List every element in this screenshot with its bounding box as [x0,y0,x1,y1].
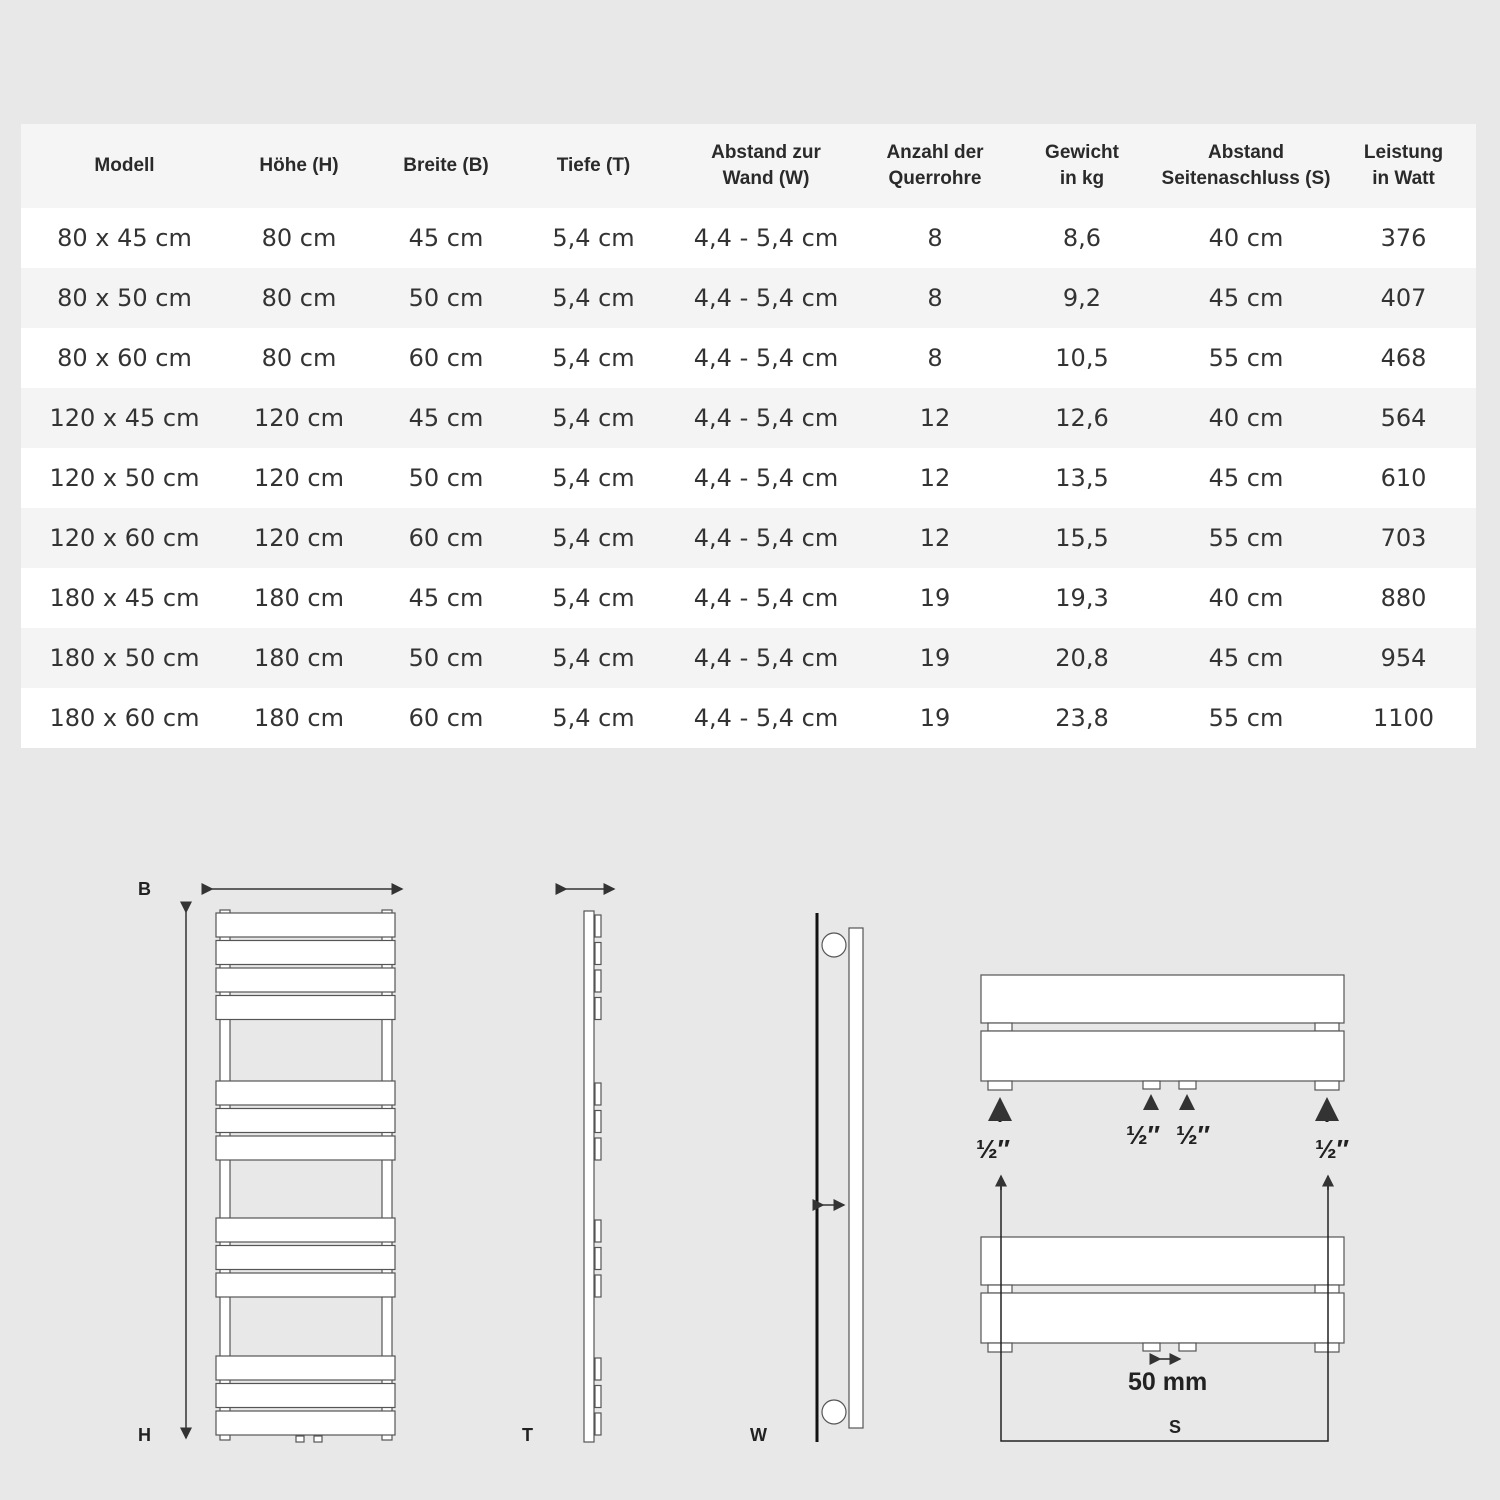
table-cell: 1100 [1372,704,1435,732]
table-cell: 80 x 50 cm [57,284,192,312]
table-cell: 4,4 - 5,4 cm [693,224,839,252]
table-cell: 45 cm [408,404,484,432]
table-cell: 60 cm [408,524,484,552]
table-cell: 40 cm [1208,584,1284,612]
connection-size-left: ½″ [976,1134,1011,1164]
table-cell: 45 cm [1208,644,1284,672]
table-cell: 60 cm [408,344,484,372]
table-cell: 5,4 cm [552,644,635,672]
table-cell: 55 cm [1208,524,1284,552]
table-cell: 120 cm [253,524,344,552]
table-cell: 5,4 cm [552,464,635,492]
table-cell: 5,4 cm [552,284,635,312]
table-cell: 80 cm [261,344,337,372]
table-cell: 50 cm [408,284,484,312]
label-breite: B [138,879,151,899]
table-cell: 5,4 cm [552,524,635,552]
label-hoehe: H [138,1425,151,1445]
table-cell: 180 cm [253,644,344,672]
table-cell: 120 cm [253,464,344,492]
table-cell: 180 x 60 cm [49,704,200,732]
table-cell: 5,4 cm [552,344,635,372]
connection-size-right: ½″ [1315,1134,1350,1164]
table-cell: 40 cm [1208,224,1284,252]
connection-distance: 50 mm [1128,1368,1208,1396]
connection-view-top [981,975,1344,1122]
table-cell: 4,4 - 5,4 cm [693,704,839,732]
table-cell: 468 [1380,344,1427,372]
table-cell: 19 [919,644,951,672]
table-cell: 55 cm [1208,704,1284,732]
table-cell: 4,4 - 5,4 cm [693,524,839,552]
table-cell: 4,4 - 5,4 cm [693,404,839,432]
table-row [21,628,1476,688]
table-cell: 4,4 - 5,4 cm [693,464,839,492]
table-header [21,124,1476,208]
table-cell: 4,4 - 5,4 cm [693,584,839,612]
table-cell: 19 [919,584,951,612]
table-cell: 12 [919,524,951,552]
table-cell: 954 [1380,644,1427,672]
table-cell: 50 cm [408,644,484,672]
table-cell: 8,6 [1062,224,1102,252]
table-row [21,388,1476,448]
table-cell: 5,4 cm [552,704,635,732]
wall-view [817,913,863,1442]
table-cell: 4,4 - 5,4 cm [693,644,839,672]
table-cell: 8 [927,284,943,312]
header-seitenanschluss: Abstand Seitenaschluss (S) [1161,142,1331,189]
table-cell: 40 cm [1208,404,1284,432]
dimension-diagram [0,860,1500,1480]
header-gewicht: Gewicht in kg [1045,142,1119,189]
table-cell: 120 cm [253,404,344,432]
header-hoehe: Höhe (H) [259,155,339,176]
spec-table [21,124,1476,748]
table-row [21,268,1476,328]
header-tiefe: Tiefe (T) [556,155,631,176]
table-cell: 564 [1380,404,1427,432]
table-cell: 180 x 50 cm [49,644,200,672]
table-cell: 376 [1380,224,1427,252]
table-cell: 45 cm [1208,284,1284,312]
table-cell: 5,4 cm [552,224,635,252]
technical-drawing [0,860,1500,1480]
table-cell: 45 cm [408,584,484,612]
table-cell: 180 cm [253,704,344,732]
table-cell: 4,4 - 5,4 cm [693,344,839,372]
front-view [186,889,402,1442]
table-cell: 19 [919,704,951,732]
header-leistung: Leistung in Watt [1363,142,1444,189]
table-row [21,688,1476,748]
table-cell: 703 [1380,524,1427,552]
table-cell: 610 [1380,464,1427,492]
table-cell: 80 cm [261,284,337,312]
table-cell: 5,4 cm [552,584,635,612]
connection-view-bottom [981,1176,1344,1441]
label-wand: W [750,1425,767,1445]
table-cell: 12 [919,404,951,432]
table-cell: 80 cm [261,224,337,252]
table-cell: 120 x 50 cm [49,464,200,492]
table-cell: 880 [1380,584,1427,612]
label-tiefe: T [522,1425,533,1445]
table-cell: 45 cm [408,224,484,252]
connection-size-center-left: ½″ [1126,1120,1161,1150]
table-cell: 407 [1380,284,1427,312]
table-cell: 4,4 - 5,4 cm [693,284,839,312]
table-cell: 5,4 cm [552,404,635,432]
table-cell: 80 x 60 cm [57,344,192,372]
table-cell: 55 cm [1208,344,1284,372]
table-cell: 180 cm [253,584,344,612]
table-cell: 13,5 [1055,464,1109,492]
table-cell: 23,8 [1055,704,1109,732]
table-cell: 12,6 [1055,404,1109,432]
table-cell: 9,2 [1062,284,1102,312]
connection-size-center-right: ½″ [1176,1120,1211,1150]
table-cell: 20,8 [1055,644,1109,672]
table-row [21,448,1476,508]
header-querrohre: Anzahl der Querrohre [886,142,984,189]
header-abstand-wand: Abstand zur Wand (W) [711,142,821,189]
table-cell: 50 cm [408,464,484,492]
table-cell: 19,3 [1055,584,1109,612]
table-cell: 45 cm [1208,464,1284,492]
table-cell: 15,5 [1055,524,1109,552]
table-cell: 12 [919,464,951,492]
table-cell: 180 x 45 cm [49,584,200,612]
table-cell: 120 x 45 cm [49,404,200,432]
header-breite: Breite (B) [403,155,489,176]
table-cell: 8 [927,224,943,252]
label-seitenanschluss: S [1169,1417,1182,1437]
table-cell: 60 cm [408,704,484,732]
table-row [21,208,1476,268]
side-view [566,889,614,1442]
table-cell: 10,5 [1055,344,1109,372]
table-row [21,328,1476,388]
table-cell: 80 x 45 cm [57,224,192,252]
table-cell: 8 [927,344,943,372]
table-row [21,568,1476,628]
table-cell: 120 x 60 cm [49,524,200,552]
table-row [21,508,1476,568]
table-body [21,208,1476,748]
header-modell: Modell [94,155,155,176]
